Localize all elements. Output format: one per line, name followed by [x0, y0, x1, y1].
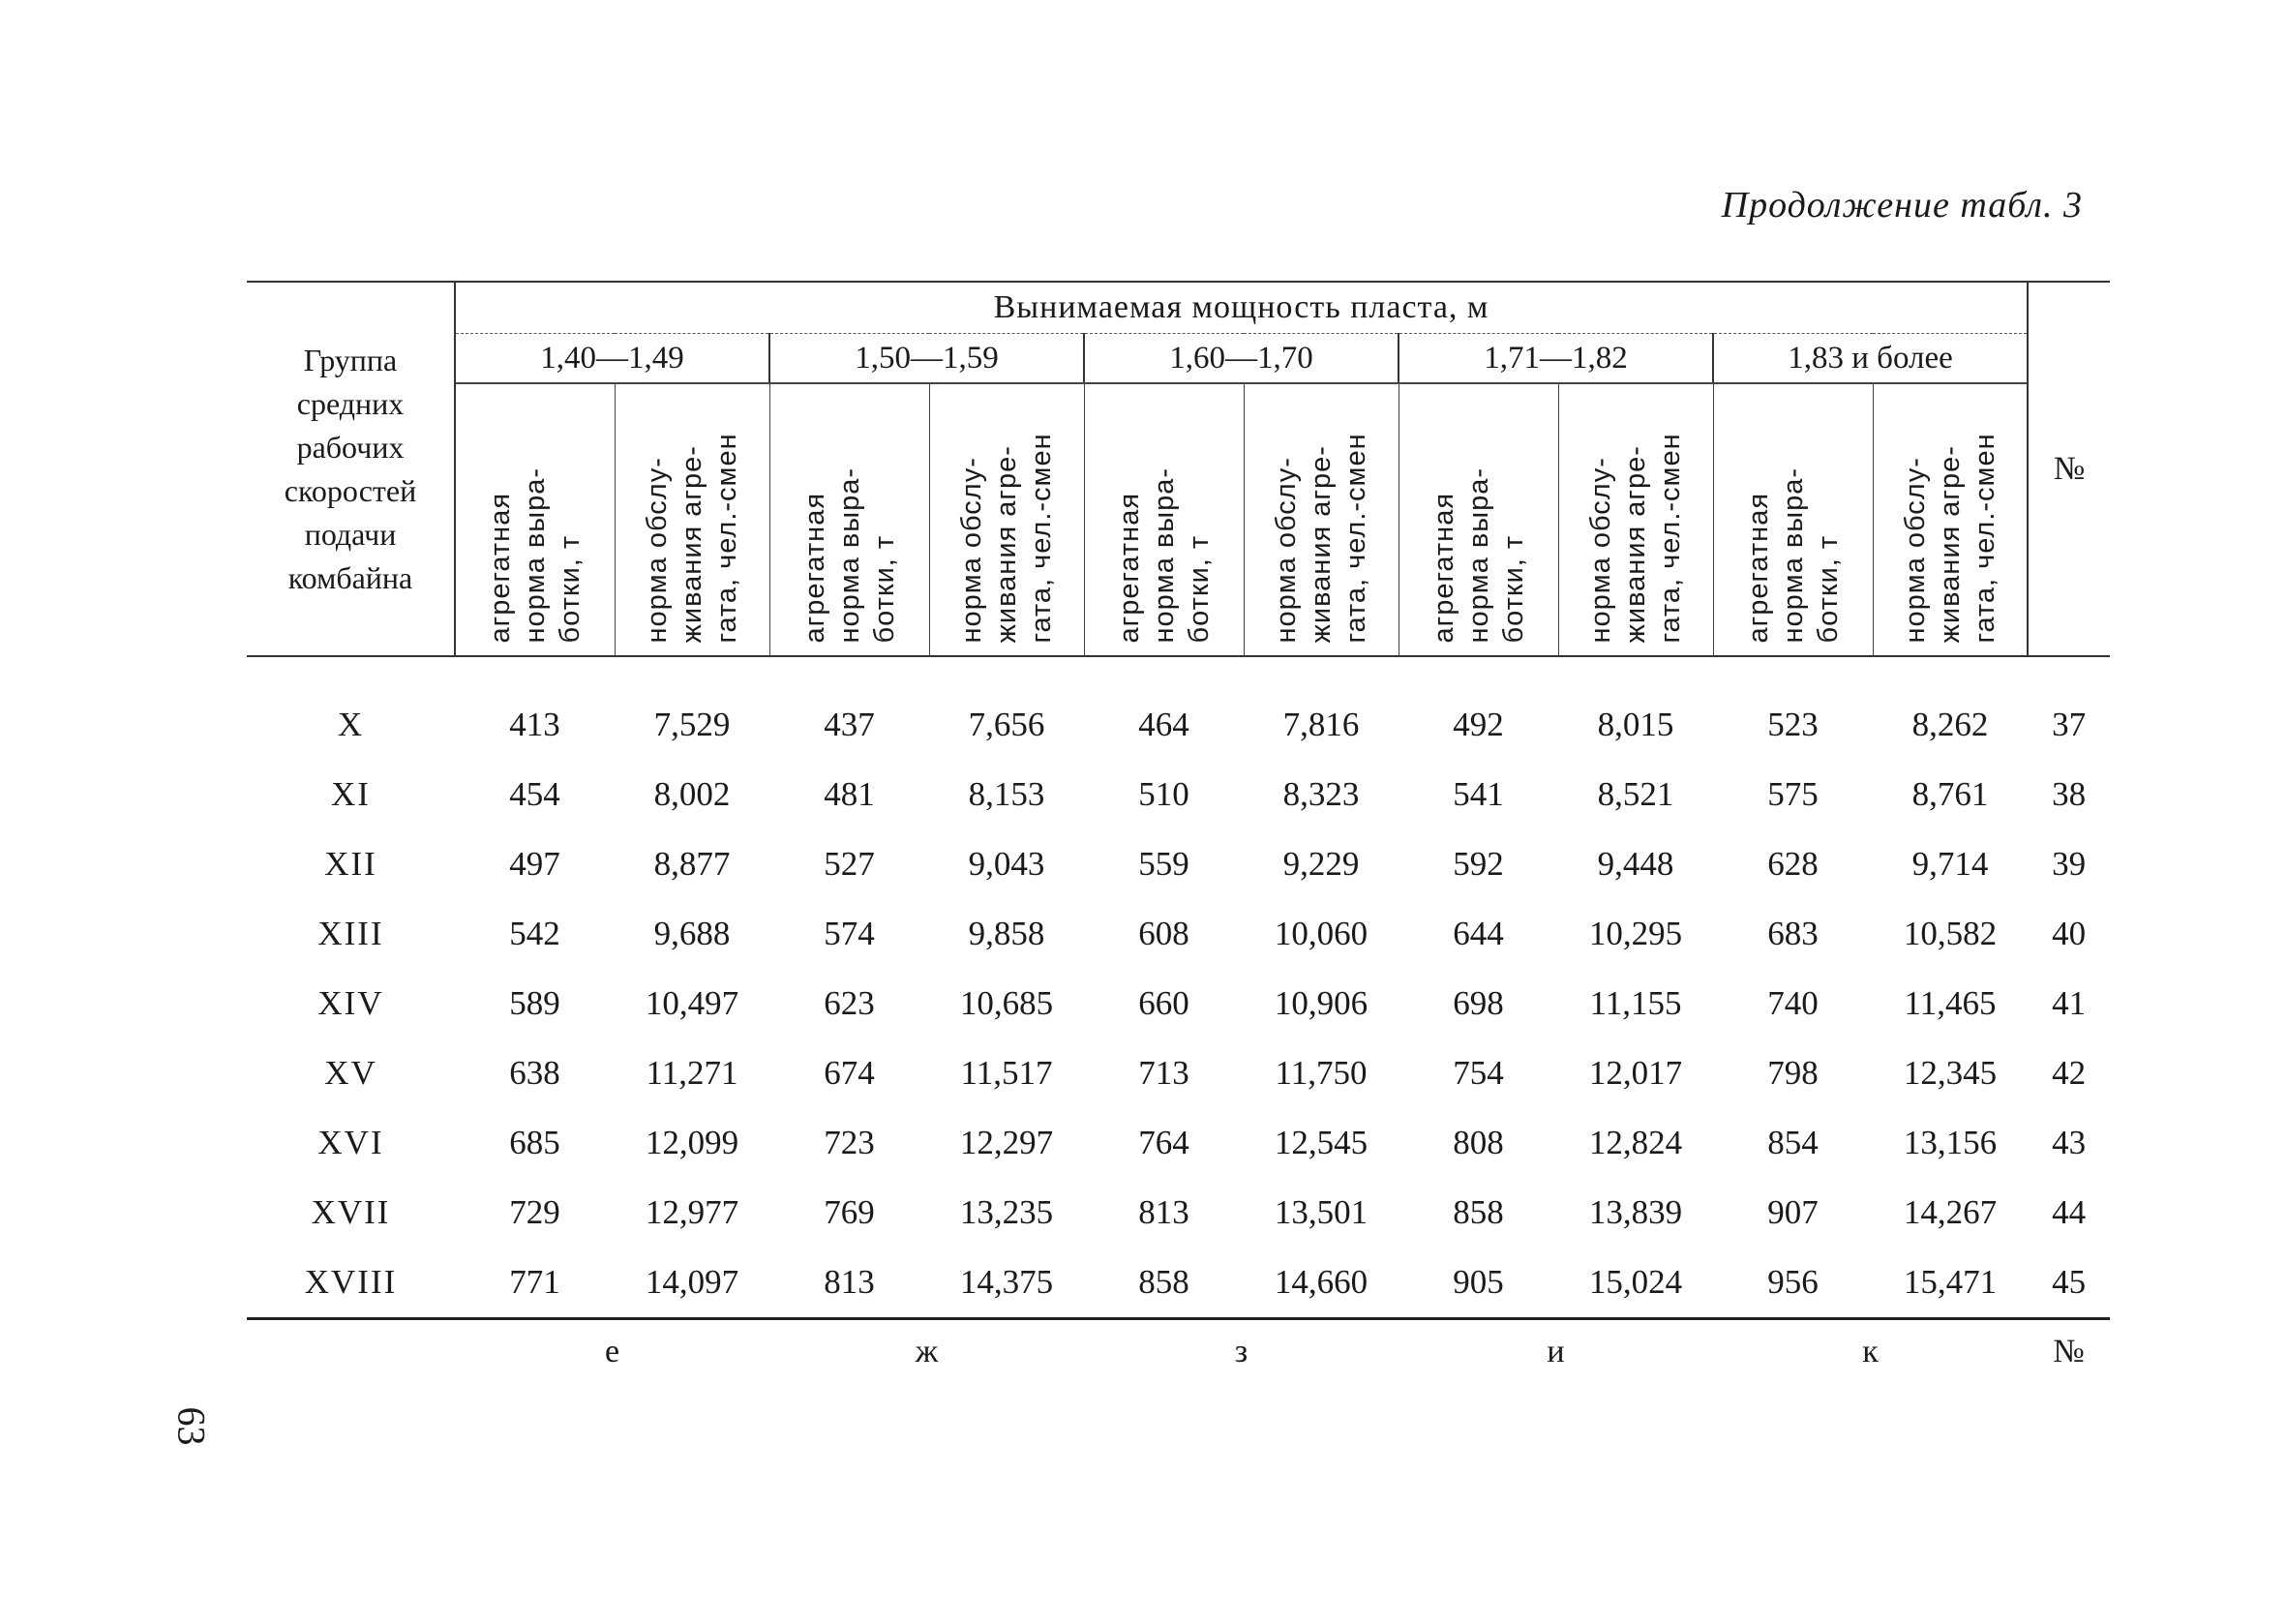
service-norm-cell: 15,471 — [1903, 1263, 1998, 1301]
speed-group-cell: XVI — [317, 1124, 384, 1161]
output-norm-header: агрегатная норма выра- ботки, т — [769, 383, 929, 656]
output-norm-header: агрегатная норма выра- ботки, т — [1084, 383, 1244, 656]
output-norm-cell: 771 — [509, 1263, 560, 1301]
service-norm-cell: 8,761 — [1911, 775, 1989, 813]
row-number-cell: 38 — [2052, 775, 2087, 813]
service-norm-cell: 8,015 — [1597, 706, 1674, 743]
service-norm-cell: 7,529 — [653, 706, 731, 743]
service-norm-cell: 12,545 — [1274, 1124, 1369, 1161]
footer-spacer — [247, 1319, 455, 1385]
table-row — [247, 1108, 2110, 1178]
output-norm-header: агрегатная норма выра- ботки, т — [1399, 383, 1558, 656]
output-norm-cell: 527 — [824, 845, 875, 883]
service-norm-header: норма обслу- живания агре- гата, чел.-смен — [615, 383, 769, 656]
output-norm-cell: 907 — [1767, 1193, 1819, 1231]
output-norm-cell: 905 — [1453, 1263, 1504, 1301]
output-norm-cell: 638 — [509, 1054, 560, 1092]
footer-letter: е — [455, 1319, 769, 1385]
service-norm-cell: 14,375 — [959, 1263, 1054, 1301]
output-norm-cell: 589 — [509, 984, 560, 1022]
speed-group-cell: XV — [324, 1054, 377, 1092]
output-norm-cell: 542 — [509, 915, 560, 952]
speed-group-cell: XII — [324, 845, 377, 883]
service-norm-cell: 14,097 — [645, 1263, 739, 1301]
service-norm-cell: 8,323 — [1282, 775, 1360, 813]
output-norm-cell: 510 — [1138, 775, 1189, 813]
service-norm-cell: 13,156 — [1903, 1124, 1998, 1161]
service-norm-header: норма обслу- живания агре- гата, чел.-смен — [929, 383, 1084, 656]
output-norm-cell: 798 — [1767, 1054, 1819, 1092]
table-row — [247, 829, 2110, 899]
output-norm-cell: 956 — [1767, 1263, 1819, 1301]
service-norm-cell: 11,750 — [1275, 1054, 1368, 1092]
service-norm-cell: 13,839 — [1588, 1193, 1683, 1231]
output-norm-cell: 808 — [1453, 1124, 1504, 1161]
output-norm-cell: 608 — [1138, 915, 1189, 952]
output-norm-cell: 623 — [824, 984, 875, 1022]
output-norm-cell: 729 — [509, 1193, 560, 1231]
output-norm-cell: 541 — [1453, 775, 1504, 813]
service-norm-cell: 12,824 — [1588, 1124, 1683, 1161]
footer-number-label: № — [2028, 1319, 2110, 1385]
range-header: 1,40—1,49 — [455, 334, 769, 384]
speed-group-cell: XIV — [317, 984, 384, 1022]
footer-row — [247, 1319, 2110, 1385]
row-number-cell: 41 — [2052, 984, 2087, 1022]
output-norm-cell: 660 — [1138, 984, 1189, 1022]
table-row — [247, 899, 2110, 969]
row-number-cell: 43 — [2052, 1124, 2087, 1161]
output-norm-cell: 683 — [1767, 915, 1819, 952]
service-norm-cell: 8,877 — [653, 845, 731, 883]
output-norm-cell: 481 — [824, 775, 875, 813]
service-norm-cell: 13,501 — [1274, 1193, 1369, 1231]
table-row — [247, 969, 2110, 1038]
output-norm-cell: 698 — [1453, 984, 1504, 1022]
output-norm-cell: 858 — [1453, 1193, 1504, 1231]
service-norm-header: норма обслу- живания агре- гата, чел.-смен — [1558, 383, 1713, 656]
output-norm-cell: 644 — [1453, 915, 1504, 952]
service-norm-cell: 12,099 — [645, 1124, 739, 1161]
output-norm-cell: 685 — [509, 1124, 560, 1161]
service-norm-cell: 14,660 — [1274, 1263, 1369, 1301]
speed-group-cell: XVIII — [304, 1263, 398, 1301]
output-norm-cell: 497 — [509, 845, 560, 883]
output-norm-cell: 628 — [1767, 845, 1819, 883]
table-caption: Продолжение табл. 3 — [1721, 185, 2083, 226]
table-row — [247, 1248, 2110, 1319]
service-norm-cell: 10,906 — [1274, 984, 1369, 1022]
range-header: 1,71—1,82 — [1399, 334, 1713, 384]
speed-group-cell: XIII — [317, 915, 384, 952]
row-number-cell: 37 — [2052, 706, 2087, 743]
service-norm-cell: 13,235 — [959, 1193, 1054, 1231]
speed-group-cell: XVII — [311, 1193, 391, 1231]
table-row — [247, 760, 2110, 829]
range-header: 1,83 и более — [1713, 334, 2028, 384]
output-norm-cell: 492 — [1453, 706, 1504, 743]
service-norm-cell: 7,656 — [968, 706, 1045, 743]
output-norm-cell: 674 — [824, 1054, 875, 1092]
range-header: 1,60—1,70 — [1084, 334, 1399, 384]
table-row — [247, 656, 2110, 760]
service-norm-cell: 9,858 — [968, 915, 1045, 952]
row-number-cell: 44 — [2052, 1193, 2087, 1231]
output-norm-cell: 413 — [509, 706, 560, 743]
output-norm-cell: 454 — [509, 775, 560, 813]
range-header: 1,50—1,59 — [769, 334, 1084, 384]
service-norm-cell: 9,229 — [1282, 845, 1360, 883]
row-number-cell: 45 — [2052, 1263, 2087, 1301]
service-norm-cell: 14,267 — [1903, 1193, 1998, 1231]
norms-table — [247, 281, 2110, 1384]
output-norm-cell: 713 — [1138, 1054, 1189, 1092]
speed-group-cell: XI — [331, 775, 371, 813]
output-norm-cell: 854 — [1767, 1124, 1819, 1161]
speed-group-cell: X — [337, 706, 365, 743]
output-norm-cell: 769 — [824, 1193, 875, 1231]
norms-table-container — [247, 281, 2110, 1384]
service-norm-cell: 8,262 — [1911, 706, 1989, 743]
output-norm-cell: 523 — [1767, 706, 1819, 743]
output-norm-cell: 813 — [1138, 1193, 1189, 1231]
service-norm-cell: 9,714 — [1911, 845, 1989, 883]
row-number-cell: 42 — [2052, 1054, 2087, 1092]
group-header: Группа средних рабочих скоростей подачи комбайна — [247, 282, 455, 656]
service-norm-cell: 10,685 — [959, 984, 1054, 1022]
service-norm-cell: 11,517 — [960, 1054, 1053, 1092]
service-norm-cell: 7,816 — [1282, 706, 1360, 743]
output-norm-header: агрегатная норма выра- ботки, т — [455, 383, 615, 656]
footer-letter: з — [1084, 1319, 1399, 1385]
service-norm-cell: 11,155 — [1589, 984, 1682, 1022]
service-norm-cell: 8,153 — [968, 775, 1045, 813]
output-norm-cell: 575 — [1767, 775, 1819, 813]
output-norm-cell: 574 — [824, 915, 875, 952]
service-norm-cell: 9,043 — [968, 845, 1045, 883]
service-norm-cell: 9,448 — [1597, 845, 1674, 883]
service-norm-cell: 12,297 — [959, 1124, 1054, 1161]
service-norm-header: норма обслу- живания агре- гата, чел.-смен — [1244, 383, 1399, 656]
service-norm-cell: 10,497 — [645, 984, 739, 1022]
footer-letter: и — [1399, 1319, 1713, 1385]
service-norm-cell: 9,688 — [653, 915, 731, 952]
output-norm-cell: 764 — [1138, 1124, 1189, 1161]
service-norm-cell: 8,002 — [653, 775, 731, 813]
service-norm-cell: 10,582 — [1903, 915, 1998, 952]
table-row — [247, 1178, 2110, 1248]
output-norm-cell: 723 — [824, 1124, 875, 1161]
output-norm-cell: 740 — [1767, 984, 1819, 1022]
page-number: 63 — [169, 1406, 214, 1446]
service-norm-cell: 11,465 — [1904, 984, 1997, 1022]
output-norm-cell: 754 — [1453, 1054, 1504, 1092]
thickness-header: Вынимаемая мощность пласта, м — [455, 282, 2028, 334]
service-norm-cell: 15,024 — [1588, 1263, 1683, 1301]
service-norm-cell: 11,271 — [646, 1054, 738, 1092]
service-norm-cell: 12,017 — [1588, 1054, 1683, 1092]
footer-letter: ж — [769, 1319, 1084, 1385]
output-norm-cell: 437 — [824, 706, 875, 743]
service-norm-header: норма обслу- живания агре- гата, чел.-смен — [1873, 383, 2028, 656]
number-header: № — [2028, 282, 2110, 656]
row-number-cell: 40 — [2052, 915, 2087, 952]
output-norm-header: агрегатная норма выра- ботки, т — [1713, 383, 1873, 656]
service-norm-cell: 12,977 — [645, 1193, 739, 1231]
table-body — [247, 656, 2110, 1319]
service-norm-cell: 10,060 — [1274, 915, 1369, 952]
output-norm-cell: 464 — [1138, 706, 1189, 743]
output-norm-cell: 559 — [1138, 845, 1189, 883]
service-norm-cell: 12,345 — [1903, 1054, 1998, 1092]
footer-letter: к — [1713, 1319, 2028, 1385]
row-number-cell: 39 — [2052, 845, 2087, 883]
output-norm-cell: 813 — [824, 1263, 875, 1301]
service-norm-cell: 8,521 — [1597, 775, 1674, 813]
output-norm-cell: 592 — [1453, 845, 1504, 883]
output-norm-cell: 858 — [1138, 1263, 1189, 1301]
table-row — [247, 1038, 2110, 1108]
service-norm-cell: 10,295 — [1588, 915, 1683, 952]
